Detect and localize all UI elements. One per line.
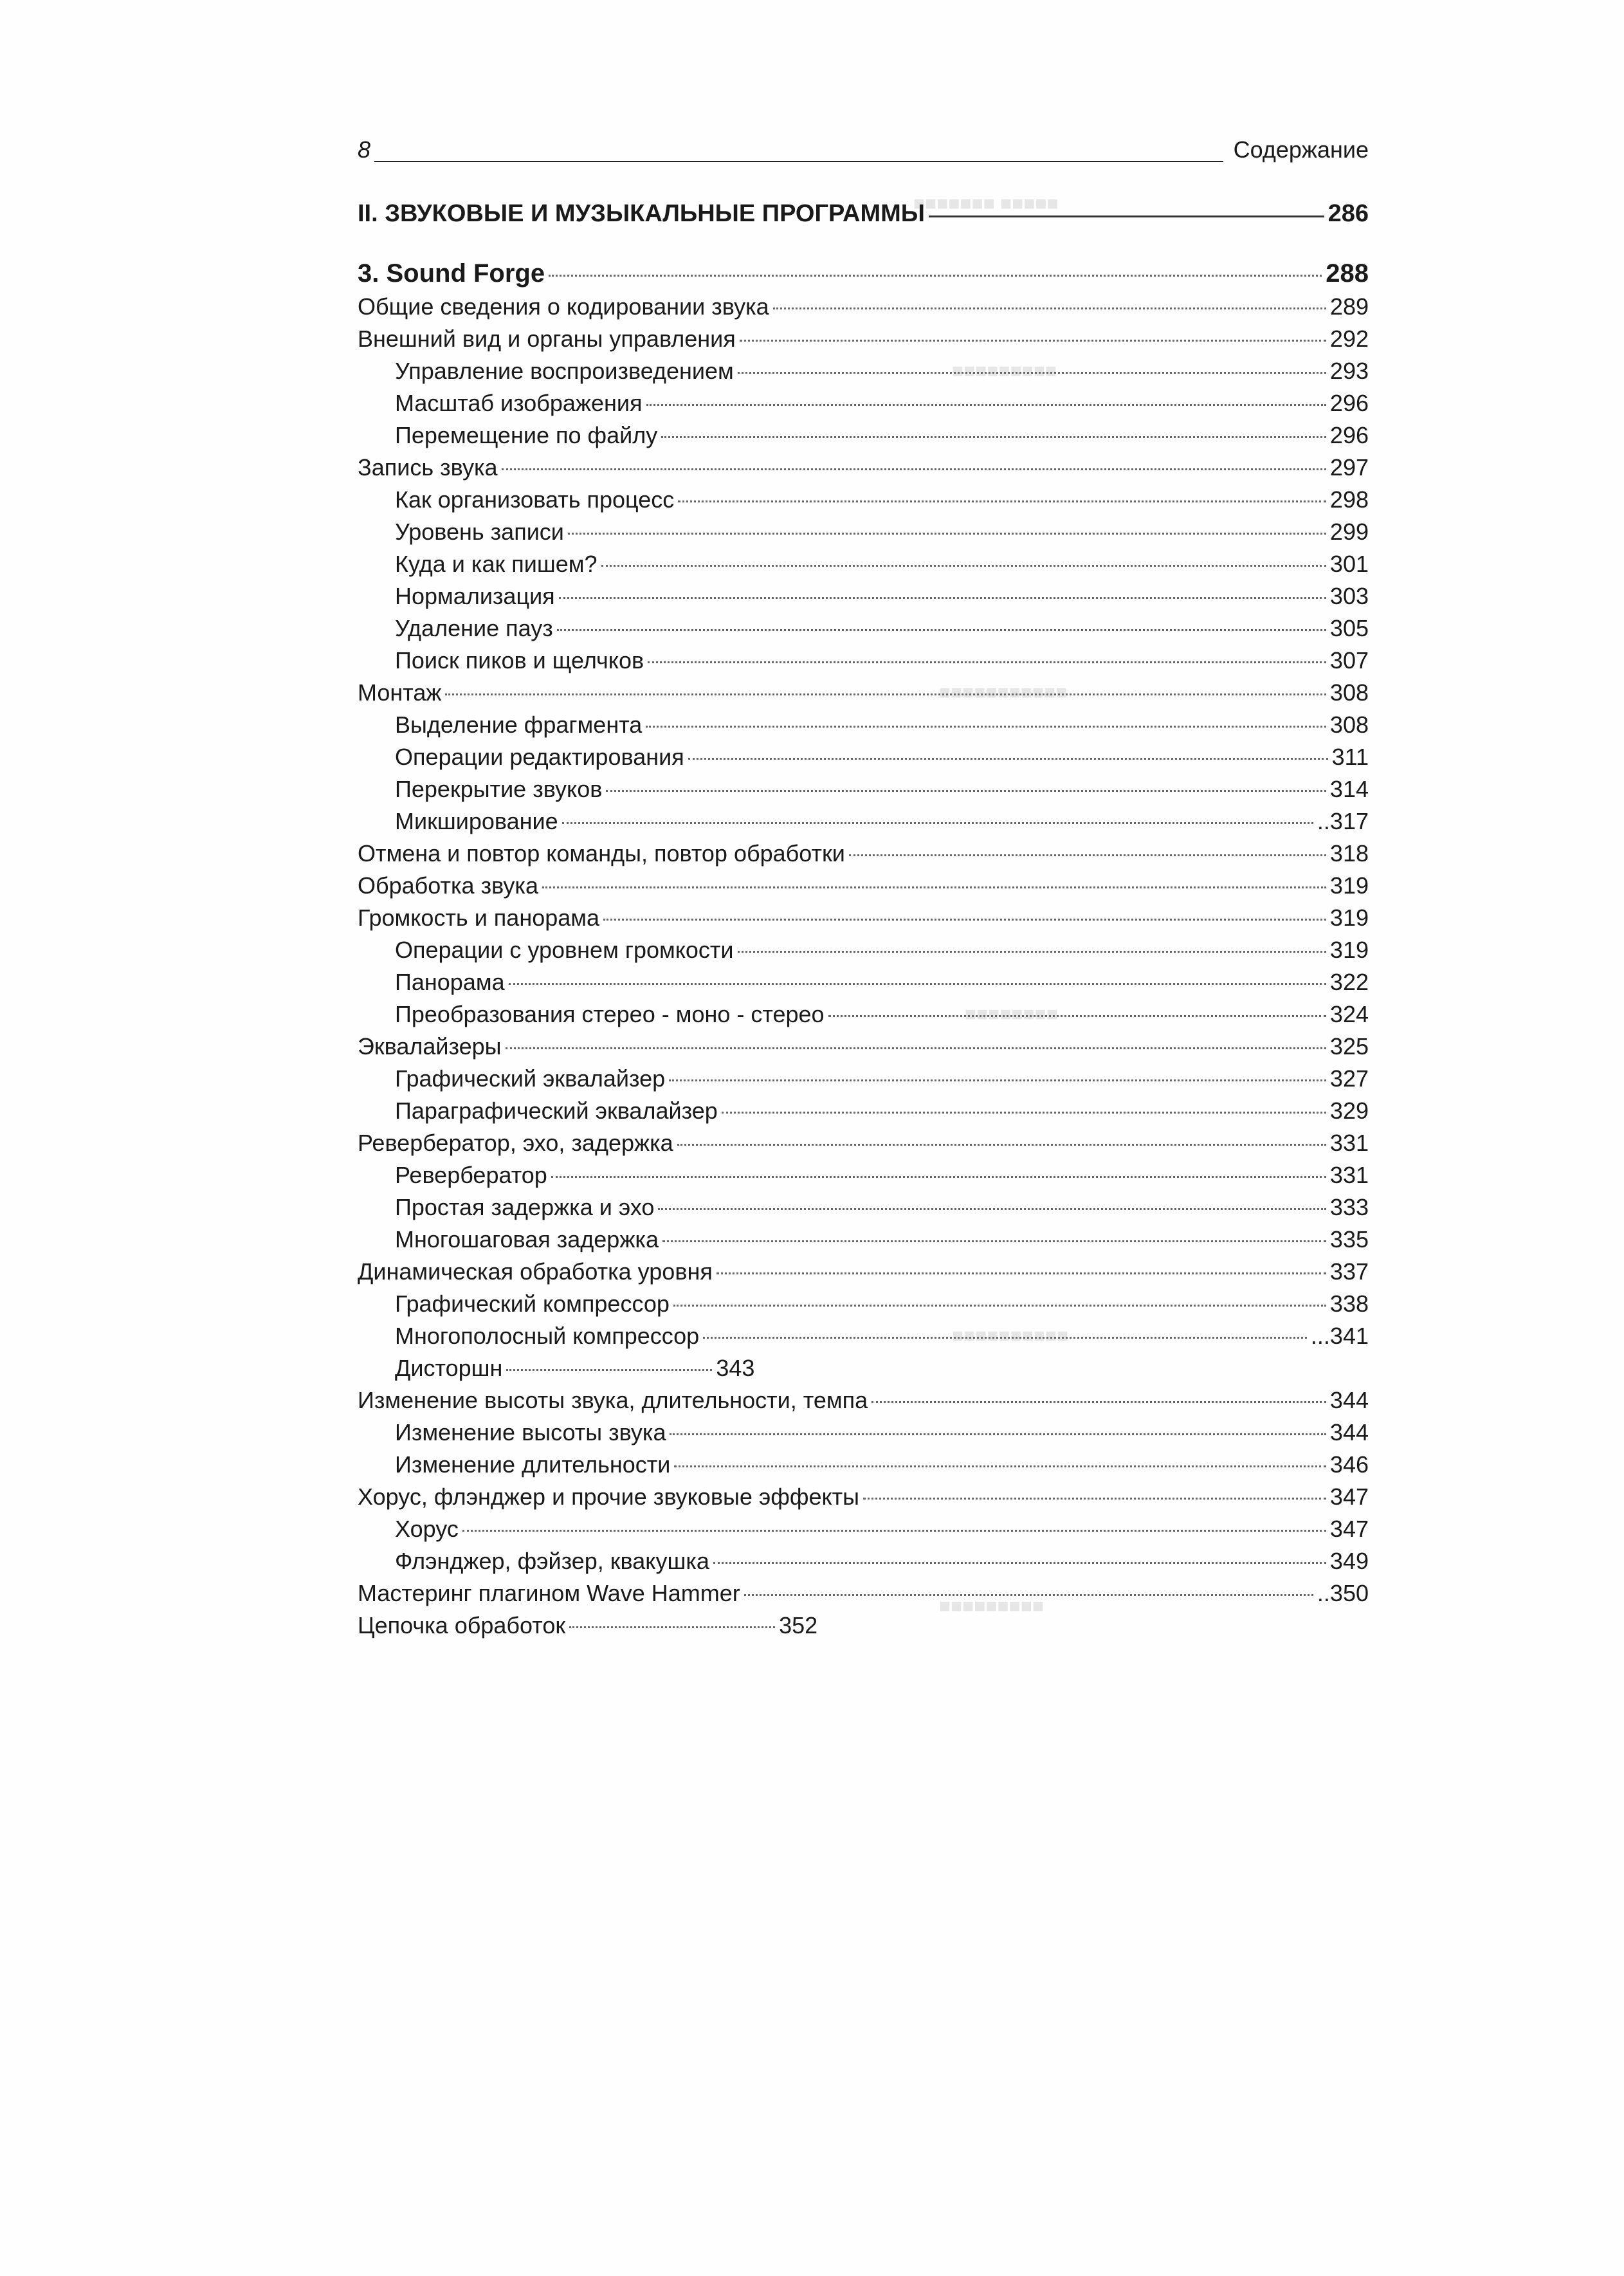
bleed-through-noise: ■■■■■■■■■: [952, 360, 1057, 381]
toc-entry-page-number: ...341: [1310, 1323, 1369, 1349]
toc-section-entry[interactable]: [358, 1127, 1369, 1159]
dot-leader: [569, 1626, 775, 1628]
toc-entry-page-number: 307: [1329, 647, 1369, 674]
toc-entry-page-number: ..350: [1317, 1580, 1369, 1606]
toc-section-entry[interactable]: [358, 1481, 1369, 1513]
toc-entry-title: Многошаговая задержка: [395, 1226, 659, 1253]
toc-entry-title: Запись звука: [358, 454, 498, 481]
toc-entry-title: Управление воспроизведением: [395, 358, 734, 384]
toc-entry-page-number: 298: [1329, 486, 1369, 513]
page-number: 8: [358, 136, 371, 163]
toc-entry-page-number: 324: [1329, 1001, 1369, 1027]
dot-leader: [674, 1465, 1326, 1467]
toc-entry-title: Изменение высоты звука: [395, 1419, 666, 1445]
toc-entry-title: Перемещение по файлу: [395, 422, 658, 448]
toc-subsection-entry[interactable]: [358, 1191, 1369, 1224]
toc-subsection-entry[interactable]: [358, 580, 1369, 612]
toc-entry-title: Многополосный компрессор: [395, 1323, 700, 1349]
toc-entry-title: Перекрытие звуков: [395, 776, 603, 802]
dot-leader: [713, 1562, 1326, 1564]
toc-section-entry[interactable]: [358, 838, 1369, 870]
bleed-through-noise: ■■■■■■■■: [965, 1004, 1058, 1025]
dot-leader: [658, 1208, 1326, 1210]
dot-leader: [688, 758, 1328, 760]
toc-entry-page-number: 349: [1329, 1548, 1369, 1574]
toc-subsection-entry[interactable]: [358, 355, 1369, 387]
toc-entry-page-number: 305: [1329, 615, 1369, 641]
toc-section-entry[interactable]: [358, 1031, 1369, 1063]
toc-subsection-entry[interactable]: [358, 1545, 1369, 1577]
toc-subsection-entry[interactable]: [358, 1352, 1369, 1384]
toc-subsection-entry[interactable]: [358, 1159, 1369, 1191]
dot-leader: [722, 1112, 1326, 1114]
toc-subsection-entry[interactable]: [358, 548, 1369, 580]
toc-entry-title: Ревербератор, эхо, задержка: [358, 1130, 673, 1156]
toc-entry-page-number: 293: [1329, 358, 1369, 384]
header-rule: [374, 161, 1223, 162]
toc-entry-title: Простая задержка и эхо: [395, 1194, 655, 1220]
toc-entry-title: Громкость и панорама: [358, 904, 600, 931]
toc-section-entry[interactable]: [358, 1610, 1369, 1642]
toc-entry-page-number: 337: [1329, 1258, 1369, 1285]
dot-leader: [557, 629, 1326, 631]
dot-leader: [646, 726, 1326, 728]
dot-leader: [502, 468, 1326, 470]
toc-entry-title: Обработка звука: [358, 872, 538, 899]
toc-entry-title: Удаление пауз: [395, 615, 553, 641]
toc-entry-page-number: 338: [1329, 1290, 1369, 1317]
toc-entry-title: Панорама: [395, 969, 505, 995]
dot-leader: [670, 1433, 1326, 1435]
toc-subsection-entry[interactable]: [358, 773, 1369, 805]
toc-entry-title: Как организовать процесс: [395, 486, 675, 513]
toc-subsection-entry[interactable]: [358, 645, 1369, 677]
toc-entry-title: Поиск пиков и щелчков: [395, 647, 644, 674]
toc-entry-page-number: 289: [1329, 293, 1369, 320]
toc-entry-page-number: 299: [1329, 519, 1369, 545]
toc-entry-page-number: 331: [1329, 1162, 1369, 1188]
toc-subsection-entry[interactable]: [358, 1288, 1369, 1320]
dot-leader: [929, 216, 1324, 217]
dot-leader: [601, 565, 1326, 567]
toc-entry-title: Хорус: [395, 1516, 459, 1542]
dot-leader: [773, 307, 1326, 309]
bleed-through-noise: ■■■■■■■■■■■: [939, 682, 1068, 703]
toc-entry-title: Флэнджер, фэйзер, квакушка: [395, 1548, 709, 1574]
dot-leader: [562, 822, 1313, 824]
dot-leader: [506, 1369, 712, 1371]
toc-entry-title: Эквалайзеры: [358, 1033, 502, 1060]
toc-entry-title: Операции редактирования: [395, 744, 684, 770]
toc-entry-page-number: 322: [1329, 969, 1369, 995]
toc-entry-title: Внешний вид и органы управления: [358, 326, 736, 352]
toc-section-entry[interactable]: [358, 677, 1369, 709]
dot-leader: [603, 919, 1326, 921]
toc-subsection-entry[interactable]: [358, 934, 1369, 966]
toc-subsection-entry[interactable]: [358, 387, 1369, 419]
toc-entry-title: Графический компрессор: [395, 1290, 670, 1317]
table-of-contents: [358, 193, 1369, 1642]
bleed-through-noise: ■■■■■■■■■■: [952, 1325, 1069, 1346]
dot-leader: [662, 1240, 1326, 1242]
toc-entry-page-number: 311: [1331, 744, 1369, 770]
toc-section-entry[interactable]: [358, 1384, 1369, 1417]
toc-entry-title: Операции с уровнем громкости: [395, 937, 734, 963]
toc-entry-page-number: 301: [1329, 551, 1369, 577]
dot-leader: [551, 1176, 1326, 1178]
toc-entry-page-number: 347: [1329, 1516, 1369, 1542]
running-head: [358, 133, 1369, 169]
toc-entry-title: Хорус, флэнджер и прочие звуковые эффекты: [358, 1483, 859, 1510]
toc-entry-title: Преобразования стерео - моно - стерео: [395, 1001, 825, 1027]
toc-subsection-entry[interactable]: [358, 741, 1369, 773]
toc-entry-title: Изменение высоты звука, длительности, темпа: [358, 1387, 868, 1413]
dot-leader: [506, 1047, 1326, 1049]
toc-subsection-entry[interactable]: [358, 1320, 1369, 1352]
toc-subsection-entry[interactable]: [358, 1513, 1369, 1545]
dot-leader: [738, 951, 1326, 953]
toc-chapter-entry[interactable]: [358, 256, 1369, 291]
toc-entry-page-number: 308: [1329, 711, 1369, 738]
toc-entry-page-number: 308: [1329, 679, 1369, 706]
dot-leader: [678, 500, 1326, 502]
toc-entry-page-number: 296: [1329, 390, 1369, 416]
toc-section-entry[interactable]: [358, 902, 1369, 934]
toc-section-entry[interactable]: [358, 323, 1369, 355]
dot-leader: [738, 372, 1326, 374]
toc-entry-page-number: 286: [1327, 200, 1369, 227]
dot-leader: [661, 436, 1326, 438]
toc-section-entry[interactable]: [358, 870, 1369, 902]
toc-entry-page-number: 318: [1329, 840, 1369, 867]
toc-entry-page-number: 344: [1329, 1419, 1369, 1445]
dot-leader: [462, 1530, 1326, 1532]
toc-entry-page-number: 296: [1329, 422, 1369, 448]
toc-entry-title: Нормализация: [395, 583, 555, 609]
toc-entry-title: Дисторшн: [395, 1355, 503, 1381]
section-title: Содержание: [1233, 136, 1369, 163]
toc-subsection-entry[interactable]: [358, 1449, 1369, 1481]
dot-leader: [849, 854, 1326, 856]
toc-entry-title: Масштаб изображения: [395, 390, 643, 416]
dot-leader: [673, 1305, 1326, 1307]
toc-entry-page-number: 346: [1329, 1451, 1369, 1478]
toc-entry-title: Куда и как пишем?: [395, 551, 598, 577]
toc-entry-page-number: 333: [1329, 1194, 1369, 1220]
toc-entry-title: Ревербератор: [395, 1162, 547, 1188]
toc-entry-page-number: 297: [1329, 454, 1369, 481]
toc-entry-title: Уровень записи: [395, 519, 564, 545]
toc-entry-title: Монтаж: [358, 679, 442, 706]
toc-subsection-entry[interactable]: [358, 709, 1369, 741]
dot-leader: [828, 1015, 1326, 1017]
dot-leader: [871, 1401, 1326, 1403]
toc-section-entry[interactable]: [358, 1256, 1369, 1288]
dot-leader: [703, 1337, 1307, 1339]
toc-entry-title: Изменение длительности: [395, 1451, 671, 1478]
dot-leader: [568, 533, 1326, 535]
toc-entry-page-number: 325: [1329, 1033, 1369, 1060]
dot-leader: [542, 886, 1326, 888]
toc-entry-page-number: 331: [1329, 1130, 1369, 1156]
toc-entry-title: Микширование: [395, 808, 558, 834]
toc-entry-title: Выделение фрагмента: [395, 711, 643, 738]
dot-leader: [669, 1079, 1326, 1081]
toc-subsection-entry[interactable]: [358, 966, 1369, 998]
toc-entry-page-number: 319: [1329, 872, 1369, 899]
toc-entry-title: Динамическая обработка уровня: [358, 1258, 713, 1285]
toc-entry-title: Отмена и повтор команды, повтор обработки: [358, 840, 845, 867]
toc-entry-title: Мастеринг плагином Wave Hammer: [358, 1580, 740, 1606]
toc-entry-title: Общие сведения о кодировании звука: [358, 293, 769, 320]
dot-leader: [559, 597, 1326, 599]
bleed-through-noise: ■■■■■ ■■■■■■■: [913, 193, 1059, 214]
toc-subsection-entry[interactable]: [358, 516, 1369, 548]
toc-entry-page-number: 327: [1329, 1065, 1369, 1092]
toc-section-entry[interactable]: [358, 1577, 1369, 1610]
toc-entry-page-number: 303: [1329, 583, 1369, 609]
dot-leader: [744, 1594, 1313, 1596]
toc-entry-title: II. ЗВУКОВЫЕ И МУЗЫКАЛЬНЫЕ ПРОГРАММЫ: [358, 200, 925, 227]
toc-subsection-entry[interactable]: [358, 805, 1369, 838]
toc-entry-page-number: 352: [779, 1612, 818, 1638]
dot-leader: [716, 1272, 1326, 1274]
toc-part-entry[interactable]: [358, 193, 1369, 234]
dot-leader: [509, 983, 1326, 985]
dot-leader: [863, 1498, 1326, 1500]
dot-leader: [549, 275, 1322, 277]
toc-entry-page-number: 344: [1329, 1387, 1369, 1413]
toc-subsection-entry[interactable]: [358, 484, 1369, 516]
dot-leader: [677, 1144, 1326, 1146]
toc-subsection-entry[interactable]: [358, 1095, 1369, 1127]
toc-entry-page-number: 292: [1329, 326, 1369, 352]
toc-entry-page-number: 314: [1329, 776, 1369, 802]
toc-subsection-entry[interactable]: [358, 1224, 1369, 1256]
toc-entry-page-number: 335: [1329, 1226, 1369, 1253]
toc-entry-page-number: ..317: [1317, 808, 1369, 834]
toc-entry-page-number: 319: [1329, 937, 1369, 963]
toc-entry-page-number: 343: [716, 1355, 755, 1381]
toc-section-entry[interactable]: [358, 291, 1369, 323]
dot-leader: [740, 340, 1326, 342]
toc-entry-page-number: 288: [1326, 259, 1369, 288]
toc-subsection-entry[interactable]: [358, 612, 1369, 645]
toc-subsection-entry[interactable]: [358, 998, 1369, 1031]
toc-entry-title: Параграфический эквалайзер: [395, 1097, 718, 1124]
toc-entry-title: Цепочка обработок: [358, 1612, 566, 1638]
toc-subsection-entry[interactable]: [358, 1063, 1369, 1095]
toc-subsection-entry[interactable]: [358, 1417, 1369, 1449]
toc-entry-title: Графический эквалайзер: [395, 1065, 666, 1092]
toc-entry-page-number: 347: [1329, 1483, 1369, 1510]
bleed-through-noise: ■■■■■■■■■: [939, 1595, 1045, 1617]
dot-leader: [648, 661, 1326, 663]
toc-entry-page-number: 319: [1329, 904, 1369, 931]
toc-entry-page-number: 329: [1329, 1097, 1369, 1124]
toc-subsection-entry[interactable]: [358, 419, 1369, 452]
dot-leader: [445, 693, 1326, 695]
toc-entry-title: 3. Sound Forge: [358, 259, 545, 288]
dot-leader: [646, 404, 1326, 406]
dot-leader: [606, 790, 1326, 792]
toc-section-entry[interactable]: [358, 452, 1369, 484]
